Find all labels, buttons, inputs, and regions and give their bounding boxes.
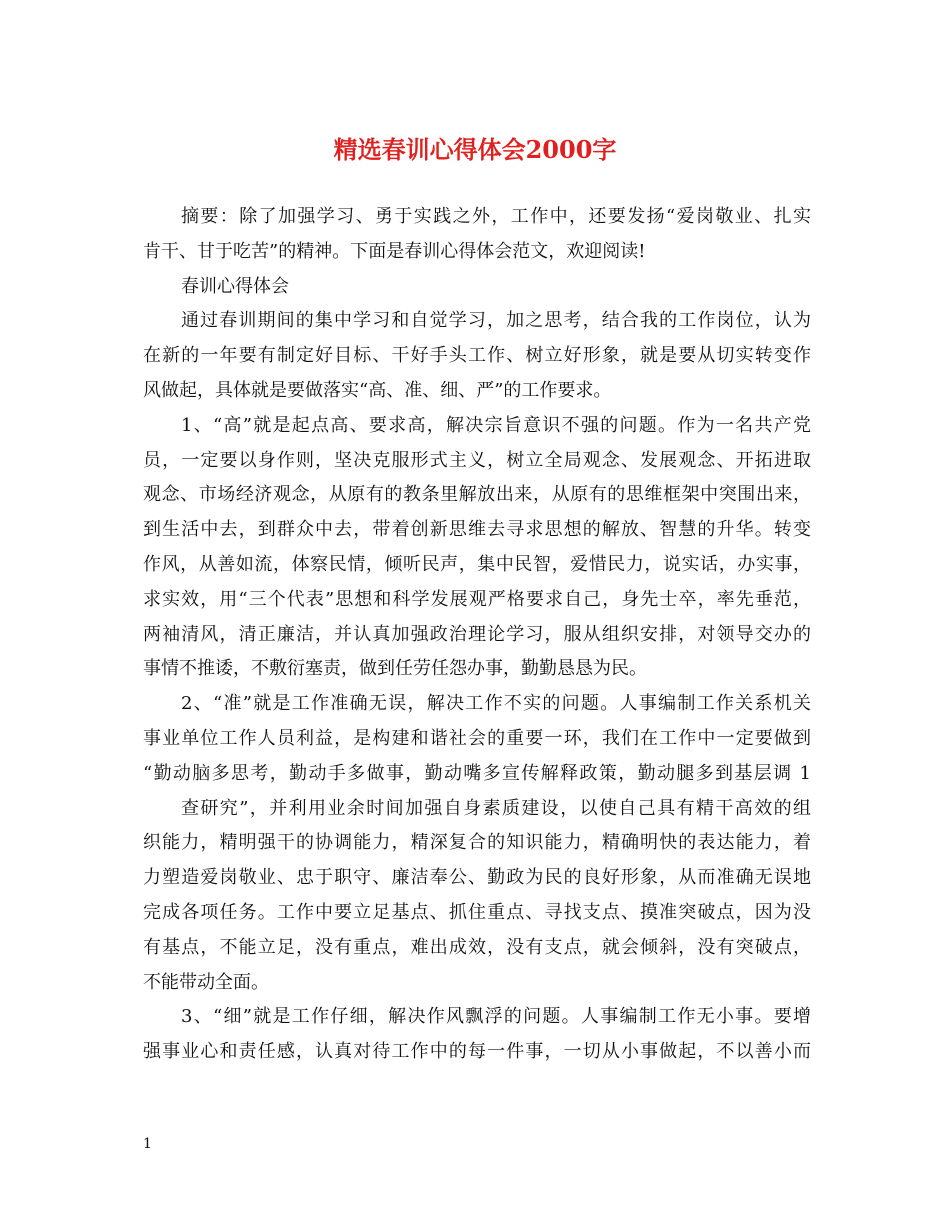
document-body [143,200,811,1070]
paragraph-line: “勤动脑多思考，勤动手多做事，勤动嘴多宣传解释政策，勤动腿多到基层调 1 [143,762,811,784]
page-number: 1 [143,1136,152,1152]
paragraph-line: 强事业心和责任感，认真对待工作中的每一件事，一切从小事做起，不以善小而 [143,1041,811,1063]
paragraph-line: 力塑造爱岗敬业、忠于职守、廉洁奉公、勤政为民的良好形象，从而准确无误地 [143,867,811,889]
paragraph-line: 风做起，具体就是要做落实“高、准、细、严”的工作要求。 [143,379,612,401]
paragraph-line: 在新的一年要有制定好目标、干好手头工作、树立好形象，就是要从切实转变作 [143,345,811,367]
paragraph-line: 1、“高”就是起点高、要求高，解决宗旨意识不强的问题。作为一名共产党 [181,414,811,436]
paragraph-line: 到生活中去，到群众中去，带着创新思维去寻求思想的解放、智慧的升华。转变 [143,519,811,541]
paragraph-line: 观念、市场经济观念，从原有的教条里解放出来，从原有的思维框架中突围出来， [143,484,811,506]
paragraph-line: 摘要：除了加强学习、勇于实践之外，工作中，还要发扬“爱岗敬业、扎实 [181,206,811,227]
page-title: 精选春训心得体会2000字 [333,135,617,164]
paragraph-line: 求实效，用“三个代表”思想和科学发展观严格要求自己，身先士卒，率先垂范， [143,588,811,610]
paragraph-line: 员，一定要以身作则，坚决克服形式主义，树立全局观念、发展观念、开拓进取 [143,449,811,471]
paragraph-line: 不能带动全面。 [143,971,269,993]
paragraph-line: 两袖清风，清正廉洁，并认真加强政治理论学习，服从组织安排，对领导交办的 [143,623,811,645]
paragraph-line: 织能力，精明强干的协调能力，精深复合的知识能力，精确明快的表达能力，着 [143,832,811,854]
paragraph-line: 事业单位工作人员利益，是构建和谐社会的重要一环，我们在工作中一定要做到 [143,727,811,749]
paragraph-line: 春训心得体会 [181,275,289,297]
paragraph-line: 完成各项任务。工作中要立足基点、抓住重点、寻找支点、摸准突破点，因为没 [143,901,811,923]
paragraph-line: 查研究”，并利用业余时间加强自身素质建设，以使自己具有精干高效的组 [181,797,811,819]
paragraph-line: 事情不推诿，不敷衍塞责，做到任劳任怨办事，勤勤恳恳为民。 [143,658,647,680]
paragraph-line: 肯干、甘于吃苦”的精神。下面是春训心得体会范文，欢迎阅读! [143,240,646,262]
paragraph-line: 有基点，不能立足，没有重点，难出成效，没有支点，就会倾斜，没有突破点， [143,936,811,958]
paragraph-line: 通过春训期间的集中学习和自觉学习，加之思考，结合我的工作岗位，认为 [181,310,811,332]
paragraph-line: 3、“细”就是工作仔细，解决作风飘浮的问题。人事编制工作无小事。要增 [181,1006,811,1028]
paragraph-line: 作风，从善如流，体察民情，倾听民声，集中民智，爱惜民力，说实话，办实事， [143,553,811,575]
paragraph-line: 2、“准”就是工作准确无误，解决工作不实的问题。人事编制工作关系机关 [181,693,811,715]
